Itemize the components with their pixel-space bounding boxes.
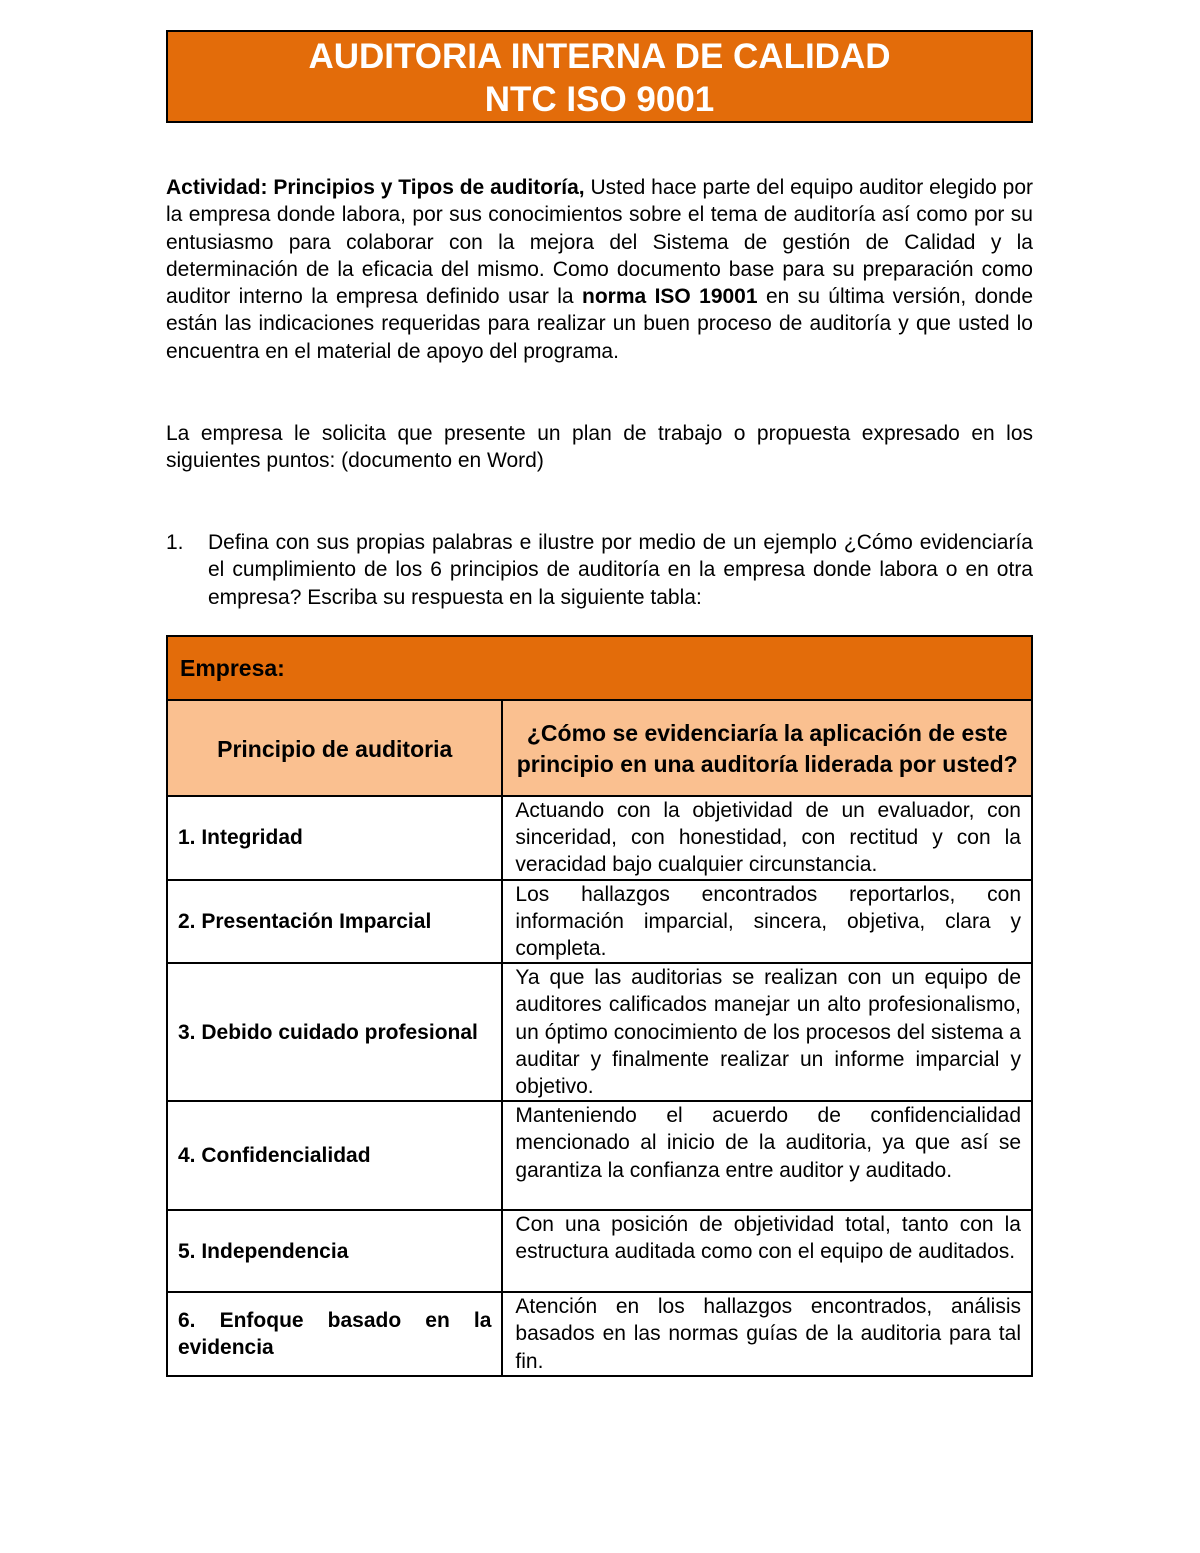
question-number: 1. xyxy=(166,531,184,554)
answer-cell: Ya que las auditorias se realizan con un equipo de auditores calificados manejar un alto profesionalismo, un óptimo conocimiento de los procesos del sistema a auditar y finalmente realizar un informe imparcial y objetivo. xyxy=(502,963,1032,1101)
answer-cell: Actuando con la objetividad de un evaluador, con sinceridad, con honestidad, con rectitud y con la veracidad bajo cualquier circunstancia. xyxy=(502,796,1032,880)
table-row xyxy=(167,1101,1032,1210)
intro-text-b: en su última versión, donde están las indicaciones requeridas para realizar un buen proceso de auditoría y que usted lo encuentra en el material de apoyo del programa. xyxy=(166,285,1034,363)
table-row xyxy=(167,880,1032,964)
principle-cell: 3. Debido cuidado profesional xyxy=(167,963,502,1101)
question-text: Defina con sus propias palabras e ilustre por medio de un ejemplo ¿Cómo evidenciaría el cumplimiento de los 6 principios de auditoría en la empresa donde labora o en otra empresa? Escriba su respuesta en la siguiente tabla: xyxy=(208,531,1033,609)
empresa-label: Empresa: xyxy=(167,636,1032,700)
request-paragraph: La empresa le solicita que presente un plan de trabajo o propuesta expresado en los siguientes puntos: (documento en Word) xyxy=(166,422,1033,473)
principle-cell: 1. Integridad xyxy=(167,796,502,880)
norma-reference: norma ISO 19001 xyxy=(582,285,758,309)
table-row xyxy=(167,796,1032,880)
answer-cell: Manteniendo el acuerdo de confidencialidad mencionado al inicio de la auditoria, ya que así se garantiza la confianza entre auditor y auditado. xyxy=(502,1101,1032,1210)
principle-cell: 4. Confidencialidad xyxy=(167,1101,502,1210)
empresa-row xyxy=(167,636,1032,700)
title-line-2: NTC ISO 9001 xyxy=(484,80,715,119)
title-line-1: AUDITORIA INTERNA DE CALIDAD xyxy=(308,37,891,76)
activity-label: Actividad: Principios y Tipos de auditoría, xyxy=(166,176,585,199)
principle-cell: 2. Presentación Imparcial xyxy=(167,880,502,964)
table-row xyxy=(167,963,1032,1101)
answer-cell: Los hallazgos encontrados reportarlos, con información imparcial, sincera, objetiva, clara y completa. xyxy=(502,880,1032,964)
principle-cell: 5. Independencia xyxy=(167,1210,502,1292)
document-title-banner xyxy=(166,30,1033,123)
principles-table xyxy=(166,635,1033,1377)
answer-cell: Con una posición de objetividad total, tanto con la estructura auditada como con el equipo de auditados. xyxy=(502,1210,1032,1292)
answer-cell: Atención en los hallazgos encontrados, análisis basados en las normas guías de la auditoria para tal fin. xyxy=(502,1292,1032,1376)
col-header-evidence: ¿Cómo se evidenciaría la aplicación de este principio en una auditoría liderada por usted? xyxy=(502,700,1032,796)
activity-intro-paragraph xyxy=(166,174,1033,365)
col-header-principle: Principio de auditoria xyxy=(167,700,502,796)
table-header-row xyxy=(167,700,1032,796)
principle-cell: 6. Enfoque basado en la evidencia xyxy=(167,1292,502,1376)
table-row xyxy=(167,1210,1032,1292)
intro-text-a: Usted hace parte del equipo auditor elegido por la empresa donde labora, por sus conocimientos sobre el tema de auditoría así como por su entusiasmo para colaborar con la mejora del Sistema de gestión de Calidad y la determinación de la eficacia del mismo. Como documento base para su preparación como auditor interno la empresa definido usar la xyxy=(166,176,1034,309)
table-row xyxy=(167,1292,1032,1376)
question-item xyxy=(166,529,1033,611)
